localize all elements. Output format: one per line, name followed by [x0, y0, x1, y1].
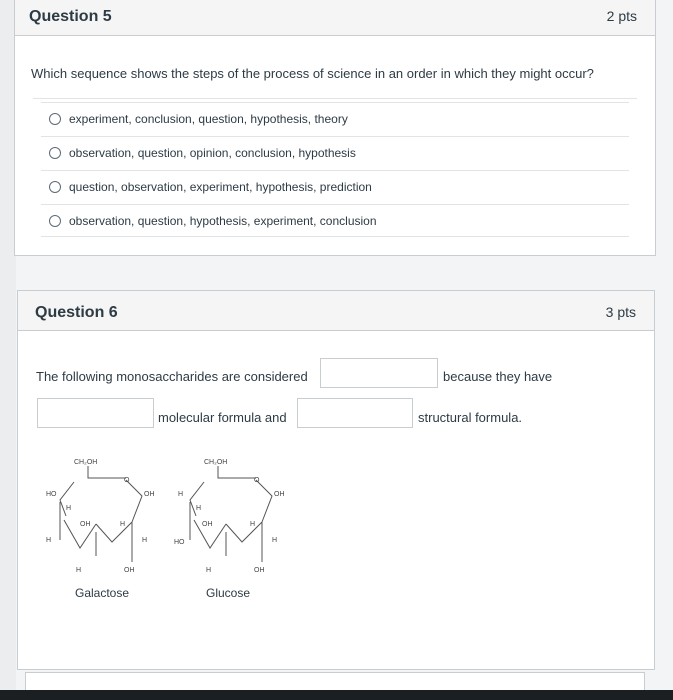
- question-text: Which sequence shows the steps of the process of science in an order in which they might occur?: [31, 66, 594, 81]
- label-h: H: [142, 537, 148, 544]
- question-5-header: [15, 0, 655, 36]
- question-5-card: [14, 0, 656, 256]
- galactose-label: Galactose: [75, 586, 130, 600]
- label-oh: OH: [124, 567, 135, 574]
- question-text-part-4: structural formula.: [418, 410, 523, 425]
- label-h: H: [272, 537, 278, 544]
- label-h: H: [46, 537, 52, 544]
- glucose-label: Glucose: [206, 586, 251, 600]
- answer-option-2[interactable]: [41, 136, 629, 169]
- answer-blank-2[interactable]: [37, 398, 154, 428]
- label-oh: OH: [274, 491, 285, 498]
- label-h: H: [76, 567, 82, 574]
- label-h: H: [66, 505, 72, 512]
- label-ch2oh: CH₂OH: [74, 459, 98, 466]
- radio-button[interactable]: [49, 181, 61, 193]
- label-h: H: [250, 521, 256, 528]
- label-oh: OH: [80, 521, 91, 528]
- label-h: H: [120, 521, 126, 528]
- question-title: Question 5: [29, 8, 112, 25]
- question-6-header: [18, 291, 654, 331]
- question-text-part-3: molecular formula and: [158, 410, 287, 425]
- answer-label: experiment, conclusion, question, hypothesis, theory: [69, 112, 348, 126]
- label-h: H: [196, 505, 202, 512]
- radio-button[interactable]: [49, 113, 61, 125]
- question-title: Question 6: [35, 304, 118, 321]
- answer-option-3[interactable]: [41, 170, 629, 203]
- galactose-structure: [60, 466, 142, 562]
- radio-button[interactable]: [49, 147, 61, 159]
- label-oh: OH: [254, 567, 265, 574]
- answer-option-1[interactable]: [41, 102, 629, 135]
- question-points: 3 pts: [605, 304, 636, 320]
- question-text-part-2: because they have: [443, 369, 553, 384]
- glucose-structure: [190, 466, 272, 562]
- divider: [33, 98, 637, 99]
- question-text-part-1: The following monosaccharides are considered: [36, 369, 308, 384]
- answer-label: observation, question, opinion, conclusion, hypothesis: [69, 146, 356, 160]
- radio-button[interactable]: [49, 215, 61, 227]
- answer-option-4[interactable]: [41, 204, 629, 237]
- label-oh: OH: [144, 491, 155, 498]
- answer-blank-1[interactable]: [320, 358, 438, 388]
- answer-label: observation, question, hypothesis, experiment, conclusion: [69, 213, 377, 228]
- label-o: O: [124, 477, 130, 484]
- label-ch2oh: CH₂OH: [204, 459, 228, 466]
- monosaccharide-structures-figure: [40, 452, 285, 580]
- label-oh: OH: [202, 521, 213, 528]
- label-ho: HO: [46, 491, 57, 498]
- label-h: H: [206, 567, 212, 574]
- bottom-dark-bar: [0, 690, 673, 700]
- label-o: O: [254, 477, 260, 484]
- label-h: H: [178, 491, 184, 498]
- answer-blank-3[interactable]: [297, 398, 413, 428]
- answer-label: question, observation, experiment, hypothesis, prediction: [69, 180, 372, 194]
- question-points: 2 pts: [606, 8, 637, 24]
- label-ho: HO: [174, 539, 185, 546]
